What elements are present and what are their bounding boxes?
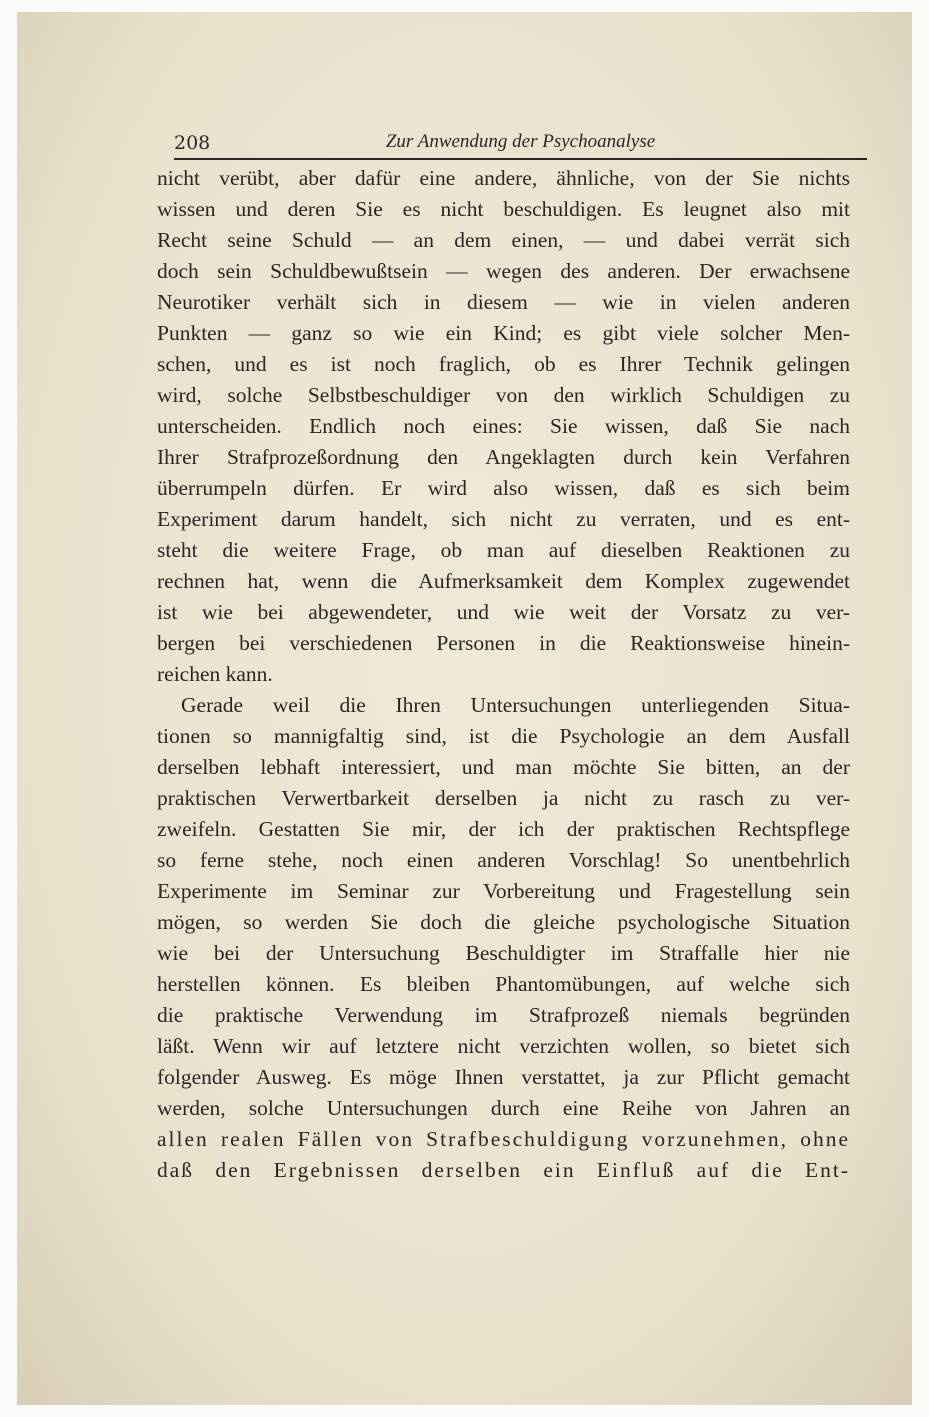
text-line: überrumpeln dürfen. Er wird also wissen, daß es sich beim — [157, 476, 850, 500]
text-line: mögen, so werden Sie doch die gleiche psychologische Situation — [157, 910, 850, 934]
text-line: daß den Ergebnissen derselben ein Einfluß auf die Ent- — [157, 1158, 850, 1182]
text-line: tionen so mannigfaltig sind, ist die Psychologie an dem Ausfall — [157, 724, 850, 748]
text-line: die praktische Verwendung im Strafprozeß niemals begründen — [157, 1003, 850, 1027]
text-line: nicht verübt, aber dafür eine andere, ähnliche, von der Sie nichts — [157, 166, 850, 190]
text-line: Experiment darum handelt, sich nicht zu verraten, und es ent- — [157, 507, 850, 531]
text-line: Experimente im Seminar zur Vorbereitung und Fragestellung sein — [157, 879, 850, 903]
text-line: rechnen hat, wenn die Aufmerksamkeit dem Komplex zugewendet — [157, 569, 850, 593]
page-number: 208 — [174, 132, 211, 154]
text-line: so ferne stehe, noch einen anderen Vorschlag! So unentbehrlich — [157, 848, 850, 872]
text-line: reichen kann. — [157, 662, 273, 686]
text-line: praktischen Verwertbarkeit derselben ja nicht zu rasch zu ver- — [157, 786, 850, 810]
text-line: folgender Ausweg. Es möge Ihnen verstattet, ja zur Pflicht gemacht — [157, 1065, 850, 1089]
text-line: Gerade weil die Ihren Untersuchungen unterliegenden Situa- — [181, 693, 850, 717]
text-line: allen realen Fällen von Strafbeschuldigung vorzunehmen, ohne — [157, 1127, 850, 1151]
running-header — [174, 130, 867, 160]
text-line: wie bei der Untersuchung Beschuldigter im Straffalle hier nie — [157, 941, 850, 965]
text-line: derselben lebhaft interessiert, und man möchte Sie bitten, an der — [157, 755, 850, 779]
text-line: schen, und es ist noch fraglich, ob es Ihrer Technik gelingen — [157, 352, 850, 376]
text-line: Neurotiker verhält sich in diesem — wie in vielen anderen — [157, 290, 850, 314]
text-line: Ihrer Strafprozeßordnung den Angeklagten durch kein Verfahren — [157, 445, 850, 469]
text-line: werden, solche Untersuchungen durch eine Reihe von Jahren an — [157, 1096, 850, 1120]
text-line: läßt. Wenn wir auf letztere nicht verzichten wollen, so bietet sich — [157, 1034, 850, 1058]
text-line: zweifeln. Gestatten Sie mir, der ich der praktischen Rechtspflege — [157, 817, 850, 841]
text-line: ist wie bei abgewendeter, und wie weit der Vorsatz zu ver- — [157, 600, 850, 624]
text-line: Punkten — ganz so wie ein Kind; es gibt viele solcher Men- — [157, 321, 850, 345]
text-line: steht die weitere Frage, ob man auf dieselben Reaktionen zu — [157, 538, 850, 562]
body-text — [157, 163, 850, 1186]
text-line: bergen bei verschiedenen Personen in die Reaktionsweise hinein- — [157, 631, 850, 655]
text-line: wissen und deren Sie es nicht beschuldigen. Es leugnet also mit — [157, 197, 850, 221]
text-line: herstellen können. Es bleiben Phantomübungen, auf welche sich — [157, 972, 850, 996]
running-title: Zur Anwendung der Psychoanalyse — [385, 131, 656, 152]
text-line: unterscheiden. Endlich noch eines: Sie wissen, daß Sie nach — [157, 414, 850, 438]
text-line: doch sein Schuldbewußtsein — wegen des anderen. Der erwachsene — [157, 259, 850, 283]
text-line: wird, solche Selbstbeschuldiger von den wirklich Schuldigen zu — [157, 383, 850, 407]
text-line: Recht seine Schuld — an dem einen, — und dabei verrät sich — [157, 228, 850, 252]
